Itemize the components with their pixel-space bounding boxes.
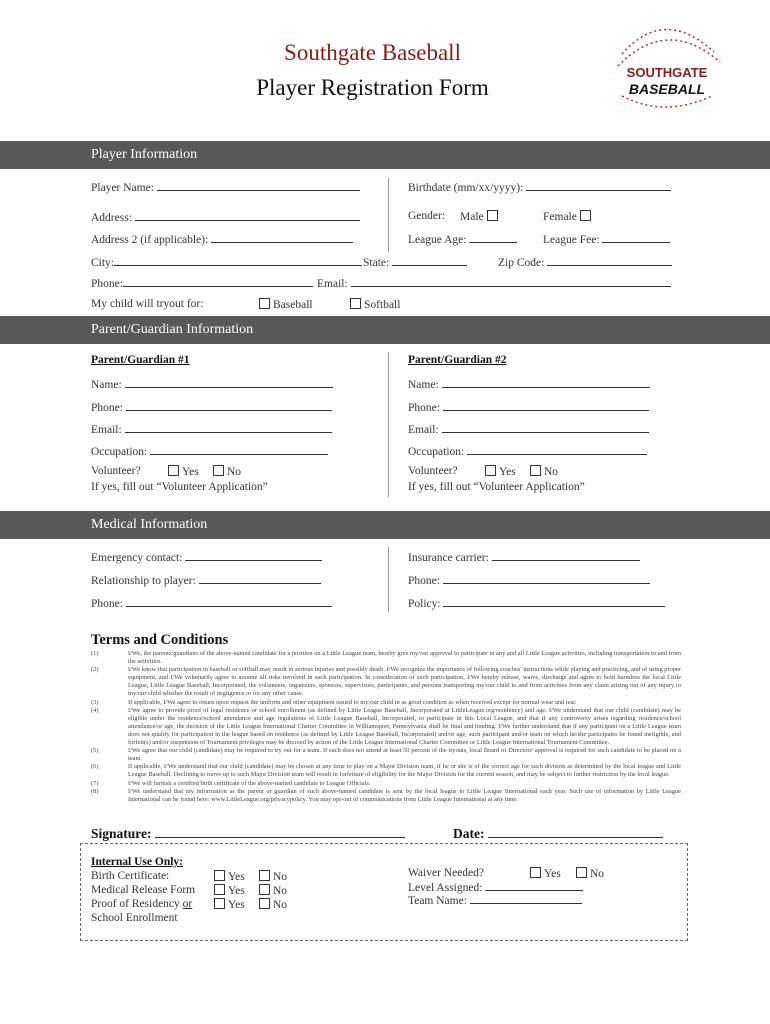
terms-num: (8) [91,787,99,795]
label: Phone: [91,278,123,290]
medical-phone-field[interactable] [91,596,332,610]
terms-num: (4) [91,706,99,714]
baseball-checkbox[interactable] [259,298,270,309]
form-subtitle: Player Registration Form [256,75,489,100]
player-info-band [0,141,770,169]
label: City: [91,257,115,269]
terms-num: (5) [91,747,99,755]
g2-volunteer-no[interactable] [530,465,558,478]
terms-item [91,780,681,788]
team-name-field[interactable] [408,893,582,907]
label: No [273,899,288,911]
g2-occupation-field[interactable] [408,444,647,458]
label: Yes [182,466,199,478]
tryout-label: My child will tryout for: [91,298,204,310]
label: Signature: [91,826,152,841]
label: Name: [408,379,439,391]
terms-item [91,650,681,666]
softball-checkbox[interactable] [350,298,361,309]
label: Emergency contact: [91,552,183,564]
address2-field[interactable] [91,232,353,246]
label: Yes [228,899,245,911]
label: or [182,898,193,910]
g1-volunteer-no[interactable] [213,465,241,478]
league-fee-field[interactable] [543,232,670,246]
label: Address: [91,212,132,224]
terms-num: (6) [91,763,99,771]
svg-text:SOUTHGATE: SOUTHGATE [626,65,708,80]
label: Email: [408,424,439,436]
insurance-carrier-field[interactable] [408,550,640,564]
g2-volunteer-yes[interactable] [485,465,516,478]
terms-num: (2) [91,666,99,674]
label: Yes [228,885,245,897]
label: Address 2 (if applicable): [91,234,209,246]
checkbox[interactable] [576,867,587,878]
label: No [544,466,559,478]
terms-text: If applicable, I/We understand that our child (candidate) may be chosen at any time to play on a Major Division team, if he or she is of the correct age for such division as determined by the local league and Little League Baseball. Declining to move up to such Major Division team will result in forfeiture of eligibility for the Major Division for the current season, and may be subject to further restriction by the local league. [128,763,681,779]
label: Zip Code: [498,257,545,269]
terms-num: (3) [91,698,99,706]
medical-phone-field-2[interactable] [408,573,650,587]
terms-item [91,747,681,763]
terms-item [91,707,681,747]
email-field[interactable] [317,276,671,290]
label: State: [363,257,390,269]
residency-no[interactable] [259,898,287,911]
birth-cert-no[interactable] [259,870,287,883]
emergency-contact-field[interactable] [91,550,322,564]
label: Team Name: [408,895,467,907]
terms-text: I/We understand that my information as the parent or guardian of such above-named candidate is sent by the local league to Little League International each year. Such use of information by Little League International can be found here: www.LittleLeague.org/privacypolicy. You may opt-out of communications from Little League International at any time. [128,787,681,803]
g1-phone-field[interactable] [91,400,332,414]
zip-field[interactable] [498,255,672,269]
g2-yes-checkbox[interactable] [485,465,496,476]
birth-certificate-label: Birth Certificate: [91,870,170,882]
player-info-heading: Player Information [91,147,198,162]
waiver-no[interactable] [576,867,604,880]
checkbox[interactable] [214,870,225,881]
player-name-field[interactable] [91,180,360,194]
level-assigned-field[interactable] [408,880,583,894]
softball-option[interactable] [350,298,400,311]
terms-item [91,788,681,804]
checkbox[interactable] [530,867,541,878]
checkbox[interactable] [259,884,270,895]
label: Email: [91,424,122,436]
label: No [590,868,605,880]
label: Insurance carrier: [408,552,489,564]
phone-field[interactable] [91,276,313,290]
date-field[interactable] [453,825,663,842]
checkbox[interactable] [214,884,225,895]
state-field[interactable] [363,255,467,269]
medical-release-no[interactable] [259,884,287,897]
label: Female [543,211,577,223]
label: Level Assigned: [408,882,483,894]
internal-use-heading: Internal Use Only: [91,856,183,868]
southgate-baseball-logo [612,14,722,118]
svg-text:BASEBALL: BASEBALL [628,81,706,97]
medical-release-yes[interactable] [214,884,245,897]
label: Birthdate (mm/xx/yyyy): [408,182,524,194]
male-checkbox[interactable] [487,210,498,221]
label: Yes [499,466,516,478]
guardian-2-heading: Parent/Guardian #2 [408,354,507,366]
label: Policy: [408,598,441,610]
label: Phone: [408,575,440,587]
g2-phone-field[interactable] [408,400,649,414]
label: No [273,885,288,897]
waiver-label: Waiver Needed? [408,867,485,879]
g2-email-field[interactable] [408,422,649,436]
baseball-option[interactable] [259,298,313,311]
label: League Fee: [543,234,600,246]
g1-yes-checkbox[interactable] [168,465,179,476]
terms-text: I/We, the parents/guardians of the above-named candidate for a position on a Little League team, hereby give my/our approval to participate in any and all Little League activities, including transportation to and from the activities. [128,650,681,666]
label: Phone: [408,402,440,414]
policy-field[interactable] [408,596,665,610]
checkbox[interactable] [259,898,270,909]
address-field[interactable] [91,210,360,224]
label: Occupation: [408,446,465,458]
label: Baseball [273,299,313,311]
male-option[interactable] [460,210,501,223]
g1-volunteer-label: Volunteer? [91,465,141,477]
g1-volunteer-yes[interactable] [168,465,199,478]
form-title: Southgate Baseball [284,40,461,65]
birth-cert-yes[interactable] [214,870,245,883]
gender-label: Gender: [408,210,446,222]
female-option[interactable] [543,210,594,223]
g2-volunteer-label: Volunteer? [408,465,458,477]
label: Proof of Residency [91,898,183,910]
parent-info-band [0,316,770,344]
g2-volunteer-note: If yes, fill out “Volunteer Application” [408,481,585,493]
label: Player Name: [91,182,154,194]
terms-item [91,699,681,707]
terms-text: I/We agree that our child (candidate) may be required to try out for a team. If such does not attend at least 50 percent of the tryouts, local Board of Directors' approval is required for such candidate to be placed on a team. [128,747,681,763]
school-enrollment-label: School Enrollment [91,912,178,924]
terms-text: I/We agree to provide proof of legal residence or school enrollment (as defined by Little League Baseball, Incorporated at LittleLeague.org/residency) and age. I/We understand that our child (candidate) may be eligible under the residence/school attendance and age regulations of Little League Baseball, Incorporated, to participate in this Local League, and that if any controversy arises regarding residence/school attendance/or age, the decision of the Little League International Charter Committee in Williamsport, Pennsylvania shall be final and binding. I/We further understand that if any participant on a Little League team does not qualify for participation in the league based on residence (as defined by Little League Baseball, Incorporated) and/or age, such participant and/or team on which he/she participates be found ineligible, and forfeit(s) and/or suspension of Tournament privileges may be decreed by action of the Little League International Charter Committee or Little League International Tournament Committee. [128,706,681,747]
terms-num: (7) [91,779,99,787]
label: Phone: [91,402,123,414]
terms-text: I/We will furnish a certified birth certificate of the above-named candidate to League Officials. [128,779,371,787]
g1-volunteer-note: If yes, fill out “Volunteer Application” [91,481,268,493]
signature-field[interactable] [91,825,405,842]
label: Name: [91,379,122,391]
g2-name-field[interactable] [408,377,650,391]
label: No [227,466,242,478]
label: Male [460,211,484,223]
residency-yes[interactable] [214,898,245,911]
terms-list [91,650,681,804]
city-field[interactable] [91,255,362,269]
label: Email: [317,278,348,290]
label: Relationship to player: [91,575,196,587]
relationship-field[interactable] [91,573,321,587]
terms-item [91,666,681,698]
terms-text: I/We know that participation in baseball or softball may result in serious injuries and possibly death. I/We recognize the importance of following coaches' instructions while playing and practicing, and of using proper equipment, and I/We voluntarily agree to assume all risks involved in such participation. In consideration of such participation, I/We hereby release, waive, discharge and agree to hold harmless the local Little League, Little League Baseball, Incorporated, the volunteers, organizers, sponsors, supervisors, participants, and persons transporting my/our child to and from activities from any claim arising out of any injury to my/our child whether the result of negligence or for any other cause. [128,666,681,698]
label: Phone: [91,598,123,610]
divider [388,352,389,497]
waiver-yes[interactable] [530,867,561,880]
divider [388,547,389,612]
g1-name-field[interactable] [91,377,333,391]
g1-no-checkbox[interactable] [213,465,224,476]
league-age-field[interactable] [408,232,517,246]
terms-num: (1) [91,650,99,657]
medical-info-band [0,511,770,539]
g2-no-checkbox[interactable] [530,465,541,476]
g1-email-field[interactable] [91,422,332,436]
medical-info-heading: Medical Information [91,517,208,532]
female-checkbox[interactable] [580,210,591,221]
label: Yes [228,871,245,883]
label: No [273,871,288,883]
label: Date: [453,826,485,841]
medical-release-label: Medical Release Form [91,884,196,896]
birthdate-field[interactable] [408,180,671,194]
label: League Age: [408,234,467,246]
guardian-1-heading: Parent/Guardian #1 [91,354,190,366]
parent-info-heading: Parent/Guardian Information [91,322,254,337]
g1-occupation-field[interactable] [91,444,328,458]
checkbox[interactable] [259,870,270,881]
terms-text: If applicable, I/We agree to return upon request the uniform and other equipment issued to my/our child in as good condition as when received except for normal wear and tear. [128,698,577,706]
terms-item [91,763,681,779]
checkbox[interactable] [214,898,225,909]
terms-heading: Terms and Conditions [91,632,229,648]
label: Softball [364,299,401,311]
divider [388,178,389,252]
label: Yes [544,868,561,880]
proof-residency-label [91,898,192,910]
label: Occupation: [91,446,148,458]
